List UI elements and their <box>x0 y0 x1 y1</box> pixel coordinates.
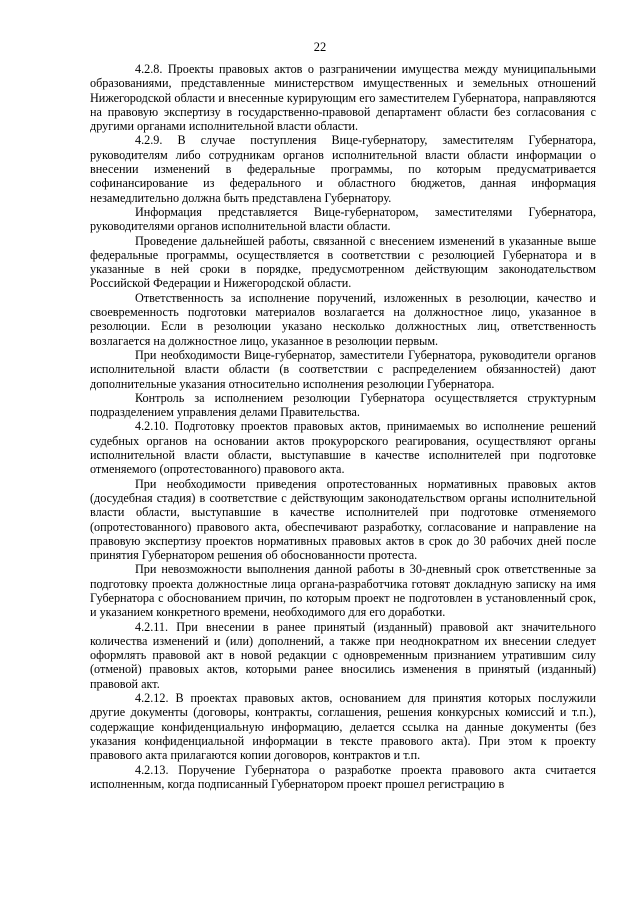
paragraph-4-2-9: 4.2.9. В случае поступления Вице-губернатору, заместителям Губернатора, руководителям либо сотрудникам органов исполнительной власти области информации о внесении изменений в федеральные программы, по которым предусматривается софинансирование из федерального и областного бюджетов, данная информация незамедлительно должна быть представлена Губернатору. <box>90 133 596 205</box>
paragraph-deadline-memo: При невозможности выполнения данной работы в 30-дневный срок ответственные за подготовку проекта должностные лица органа-разработчика готовят докладную записку на имя Губернатора с обоснованием причин, по которым проект не подготовлен в установленный срок, и указанием конкретного времени, необходимого для его доработки. <box>90 562 596 620</box>
paragraph-4-2-10: 4.2.10. Подготовку проектов правовых актов, принимаемых во исполнение решений судебных органов на основании актов прокурорского реагирования, осуществляют органы исполнительной власти области, выступавшие в качестве исполнителей при подготовке отменяемого (опротестованного) правового акта. <box>90 419 596 477</box>
paragraph-4-2-8: 4.2.8. Проекты правовых актов о разграничении имущества между муниципальными образованиями, представленные министерством имущественных и земельных отношений Нижегородской области и внесенные курирующим его заместителем Губернатора, направляются на правовую экспертизу в государственно-правовой департамент области без согласования с другими органами исполнительной власти области. <box>90 62 596 134</box>
paragraph-further-work: Проведение дальнейшей работы, связанной с внесением изменений в указанные выше федеральные программы, осуществляется в соответствии с резолюцией Губернатора и в указанные в ней сроки в порядке, предусмотренном действующим законодательством Российской Федерации и Нижегородской области. <box>90 233 596 291</box>
paragraph-additional-instructions: При необходимости Вице-губернатор, заместители Губернатора, руководители органов исполнительной власти области (в соответствии с распределением обязанностей) дают дополнительные указания относительно исполнения резолюции Губернатора. <box>90 347 596 391</box>
paragraph-4-2-11: 4.2.11. При внесении в ранее принятый (изданный) правовой акт значительного количества изменений и (или) дополнений, а также при неоднократном их внесении следует оформлять правовой акт в новой редакции с одновременным признанием утратившим силу (отменой) правовых актов, которыми ранее вносились изменения в принятый (изданный) правовой акт. <box>90 619 596 691</box>
paragraph-responsibility: Ответственность за исполнение поручений, изложенных в резолюции, качество и своевременность подготовки материалов возлагается на должностное лицо, указанное в резолюции. Если в резолюции указано несколько должностных лиц, ответственность возлагается на должностное лицо, указанное в резолюции первым. <box>90 290 596 348</box>
paragraph-4-2-13: 4.2.13. Поручение Губернатора о разработке проекта правового акта считается исполненным, когда подписанный Губернатором проект прошел регистрацию в <box>90 762 596 791</box>
paragraph-4-2-12: 4.2.12. В проектах правовых актов, основанием для принятия которых послужили другие документы (договоры, контракты, соглашения, решения конкурсных комиссий и т.п.), содержащие конфиденциальную информацию, делается ссылка на данные документы (без указания конфиденциальной информации в тексте правового акта). При этом к проекту правового акта прилагаются копии договоров, контрактов и т.п. <box>90 691 596 763</box>
paragraph-control: Контроль за исполнением резолюции Губернатора осуществляется структурным подразделением управления делами Правительства. <box>90 390 596 420</box>
paragraph-information-submission: Информация представляется Вице-губернатором, заместителями Губернатора, руководителями органов исполнительной власти области. <box>90 204 596 234</box>
page-number: 22 <box>313 40 327 54</box>
paragraph-protested-acts: При необходимости приведения опротестованных нормативных правовых актов (досудебная стадия) в соответствие с действующим законодательством органы исполнительной власти области, выступавшие в качестве исполнителей при подготовке отменяемого (опротестованного) правового акта, обеспечивают разработку, согласование и направление на правовую экспертизу проектов нормативных правовых актов в срок до 30 рабочих дней после принятия Губернатором решения об обоснованности протеста. <box>90 476 596 563</box>
document-body <box>90 62 596 791</box>
